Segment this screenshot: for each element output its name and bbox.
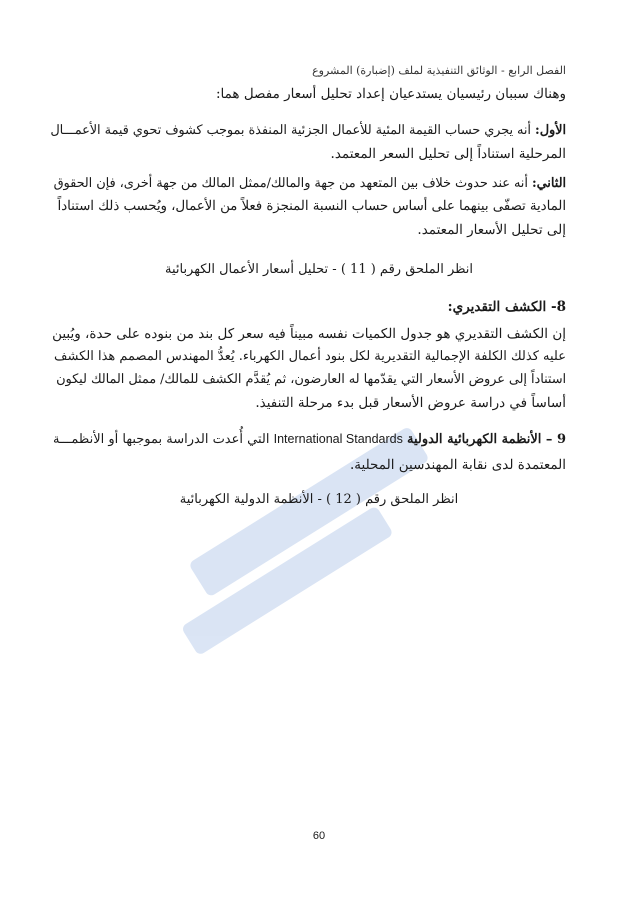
reason-second-line-1 — [54, 175, 566, 193]
reason-first-label: الأول: — [535, 123, 566, 138]
watermark-band-top — [188, 426, 430, 598]
page-number: 60 — [312, 830, 326, 842]
section-8-line-1: إن الكشف التقديري هو جدول الكميات نفسه مبيناً فيه سعر كل بند من بنوده على حدة، ويُبين — [52, 326, 566, 342]
section-9-line-1 — [53, 430, 566, 449]
reason-second-text-1: أنه عند حدوث خلاف بين المتعهد من جهة والمالك/ممثل المالك من جهة أخرى، فإن الحقوق — [53, 176, 528, 191]
reason-second-line-2: المادية تصفّى بينهما على أساس حساب النسبة المنجزة فعلاً من الأعمال، ويُحسب ذلك استناداً — [57, 199, 566, 214]
intro-paragraph: وهناك سببان رئيسيان يستدعيان إعداد تحليل أسعار مفصل هما: — [215, 86, 566, 102]
reason-second-line-3: إلى تحليل الأسعار المعتمد. — [417, 222, 566, 238]
section-9-heading: 9 – الأنظمة الكهربائية الدولية — [407, 432, 566, 447]
running-header: الفصل الرابع - الوثائق التنفيذية لملف (إضبارة) المشروع — [312, 64, 566, 77]
section-9-english-term: International Standards — [273, 432, 403, 446]
reason-second-label: الثاني: — [531, 176, 566, 191]
watermark-band-bottom — [181, 505, 394, 656]
annex-reference-12: انظر الملحق رقم ( 12 ) - الأنظمة الدولية الكهربائية — [179, 492, 459, 507]
section-9-text-1: التي أُعدت الدراسة بموجبها أو الأنظمـــة — [53, 432, 270, 447]
section-8-line-3: استناداً إلى عروض الأسعار التي يقدّمها له العارضون، ثم يُقدَّم الكشف للمالك/ ممثل المالك ليكون — [56, 372, 566, 387]
reason-first-text-1: أنه يجري حساب القيمة المئية للأعمال الجزئية المنفذة بموجب كشوف تحوي قيمة الأعمـــال — [50, 123, 531, 138]
section-9-line-2: المعتمدة لدى نقابة المهندسين المحلية. — [349, 457, 566, 473]
section-8-line-2: عليه كذلك الكلفة الإجمالية التقديرية لكل بنود أعمال الكهرباء. يُعدُّ المهندس المصمم هذا الكشف — [54, 349, 566, 364]
section-8-heading: 8- الكشف التقديري: — [447, 299, 566, 315]
reason-first-line-2: المرحلية استناداً إلى تحليل السعر المعتمد. — [330, 146, 566, 162]
section-8-line-4: أساساً في دراسة عروض الأسعار قبل بدء مرحلة التنفيذ. — [255, 395, 566, 411]
annex-reference-11: انظر الملحق رقم ( 11 ) - تحليل أسعار الأعمال الكهربائية — [164, 262, 474, 277]
reason-first-line-1 — [50, 122, 566, 140]
